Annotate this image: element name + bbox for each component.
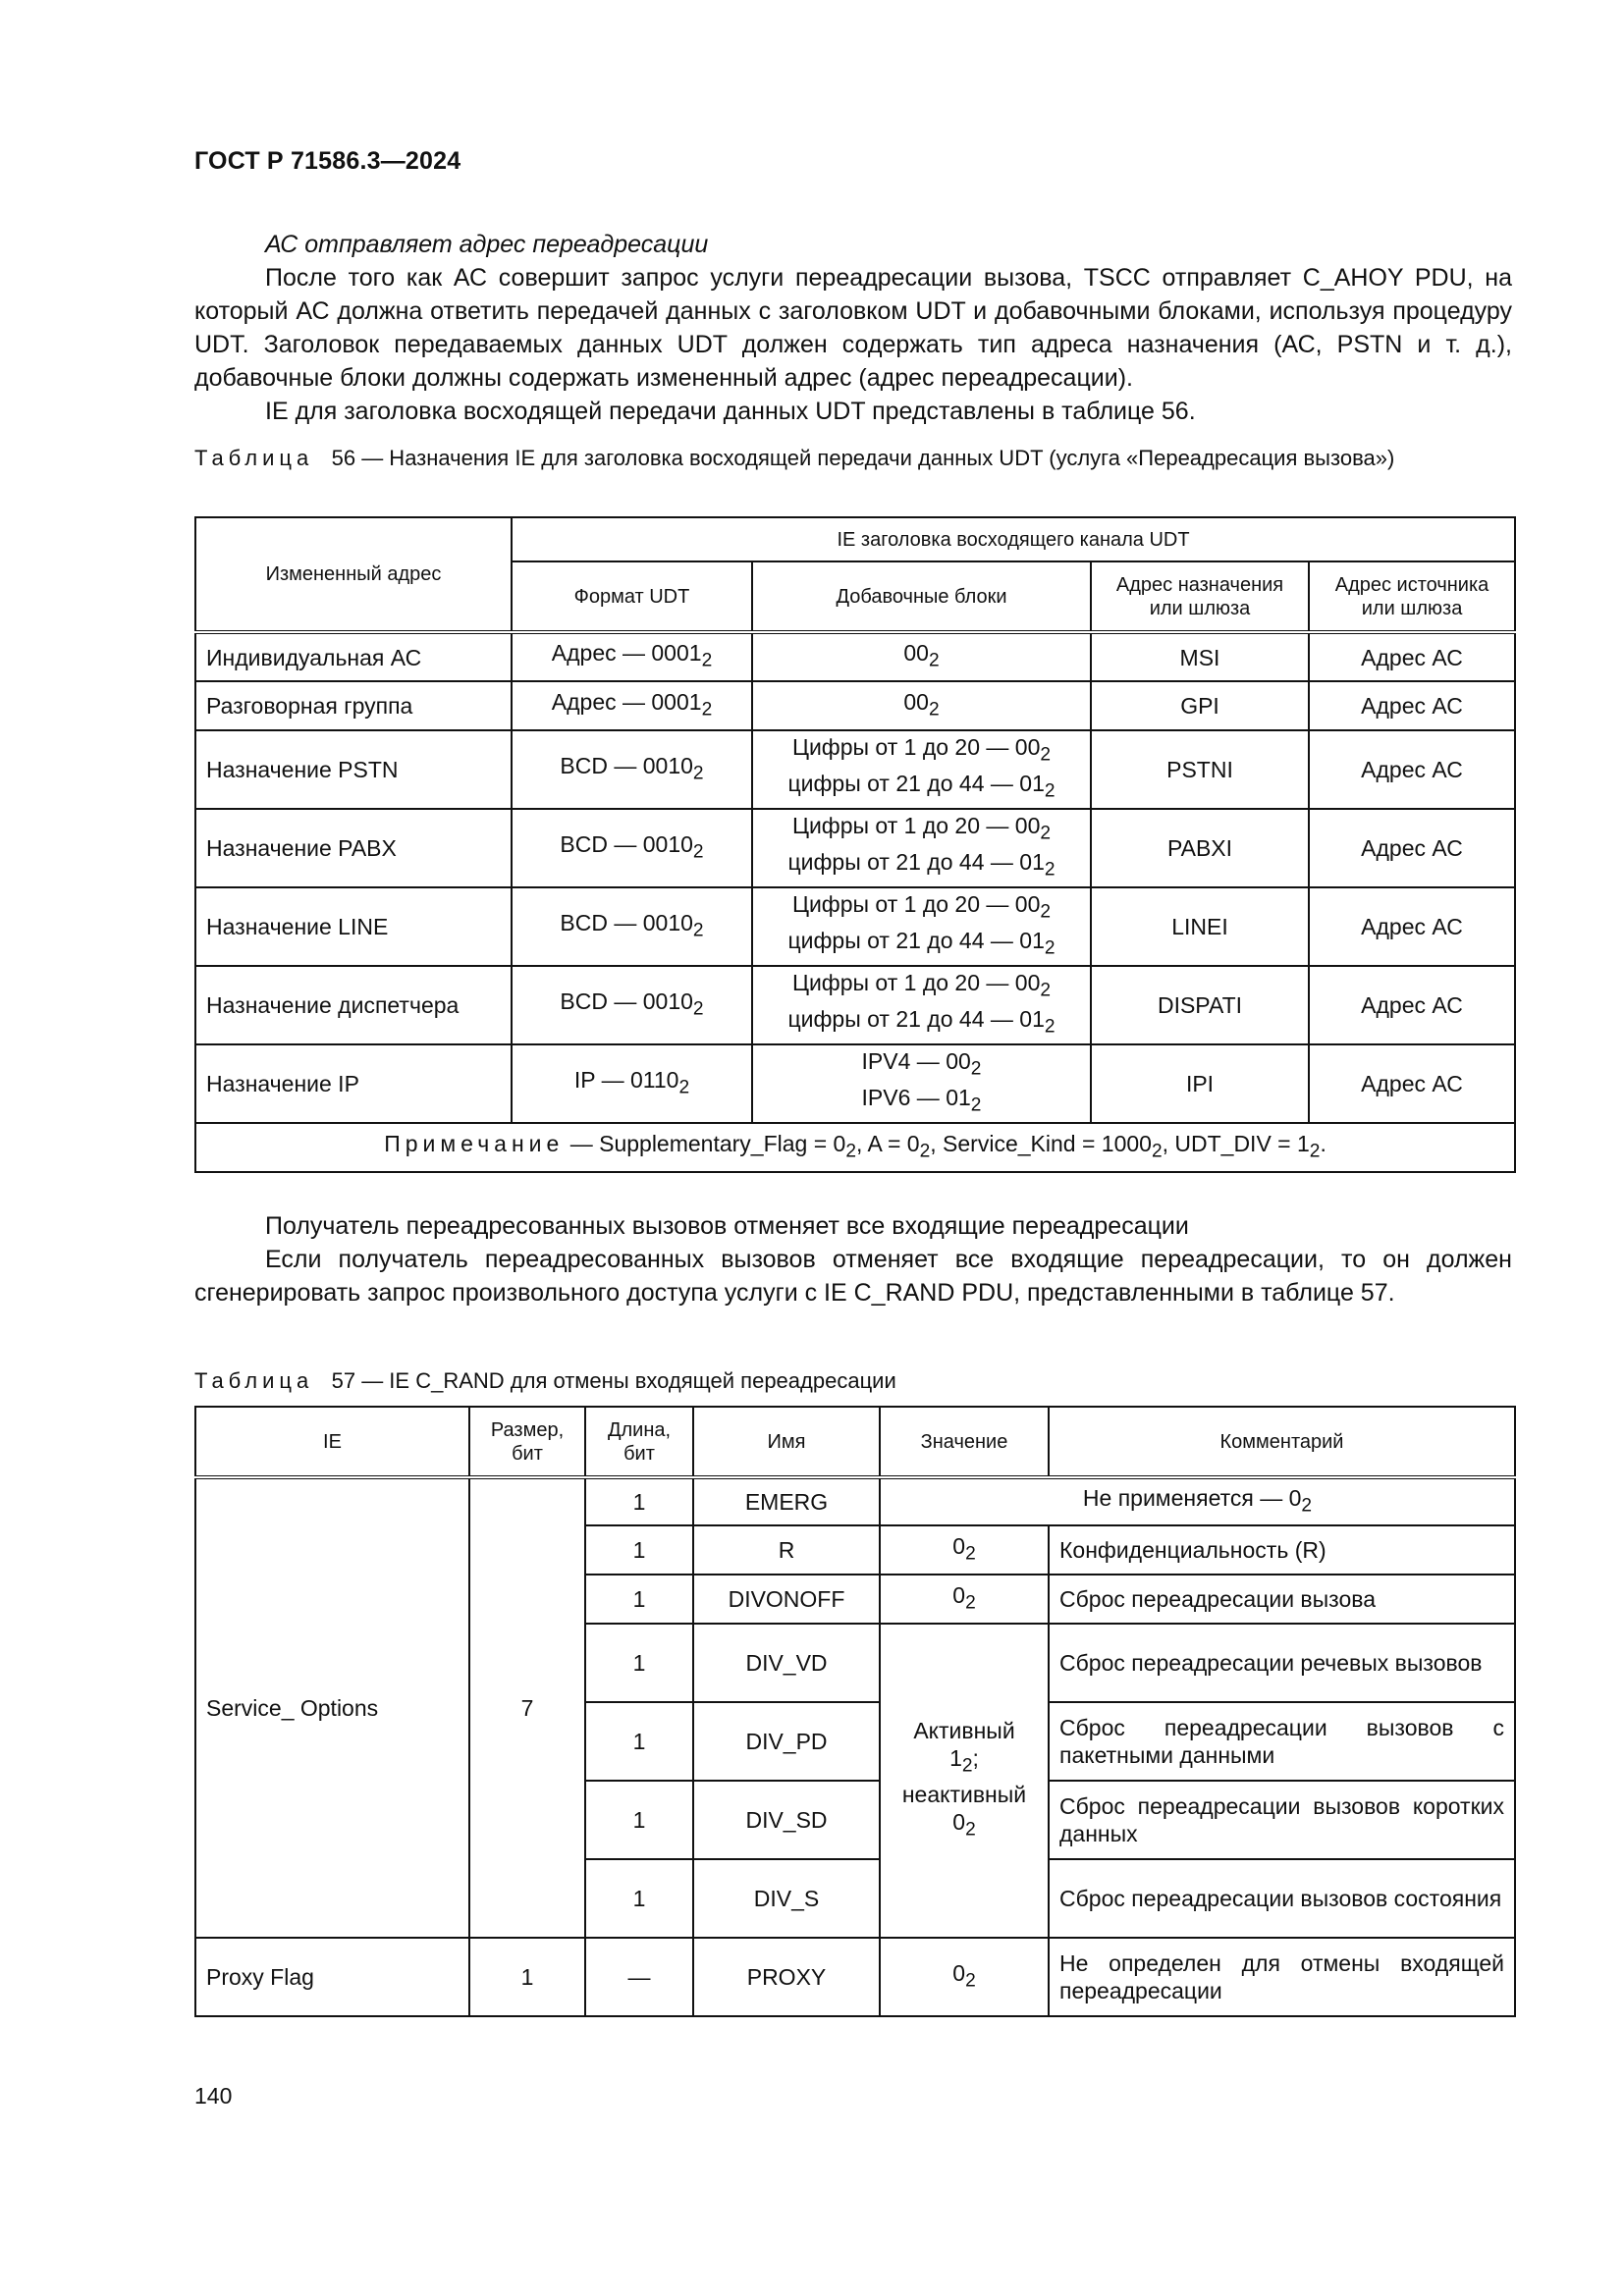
cell-size: 7 bbox=[469, 1477, 585, 1938]
table-row bbox=[195, 730, 1515, 809]
th-dest: Адрес назначения или шлюза bbox=[1091, 561, 1309, 632]
cell-comment: Сброс переадресации вызовов с пакетными данными bbox=[1049, 1702, 1515, 1781]
th-value: Значение bbox=[880, 1407, 1049, 1477]
cell-length: 1 bbox=[585, 1525, 693, 1575]
cell-name: R bbox=[693, 1525, 880, 1575]
cell-blocks: $00_2$ bbox=[752, 681, 1091, 730]
cell-blocks: Цифры от 1 до 20 — $00_2$ цифры от 21 до 44 — $01_2$ bbox=[752, 730, 1091, 809]
cell-name: DIVONOFF bbox=[693, 1575, 880, 1624]
cell-name: DIV_SD bbox=[693, 1781, 880, 1859]
caption-label: Таблица bbox=[194, 1368, 314, 1393]
cell-format: Адрес — $0001_2$ bbox=[512, 681, 752, 730]
cell-blocks: Цифры от 1 до 20 — $00_2$ цифры от 21 до 44 — $01_2$ bbox=[752, 887, 1091, 966]
table-row bbox=[195, 632, 1515, 681]
cell-blocks: IPV4 — $00_2$ IPV6 — $01_2$ bbox=[752, 1044, 1091, 1123]
table-header-row bbox=[195, 1407, 1515, 1477]
cell-blocks: Цифры от 1 до 20 — $00_2$ цифры от 21 до 44 — $01_2$ bbox=[752, 809, 1091, 887]
cell-length: 1 bbox=[585, 1781, 693, 1859]
cell-dest: MSI bbox=[1091, 632, 1309, 681]
cell-address: Разговорная группа bbox=[195, 681, 512, 730]
cell-dest: DISPATI bbox=[1091, 966, 1309, 1044]
section-divert-address bbox=[194, 228, 1512, 428]
table-row bbox=[195, 1938, 1515, 2016]
th-comment: Комментарий bbox=[1049, 1407, 1515, 1477]
cell-dest: GPI bbox=[1091, 681, 1309, 730]
cell-format: BCD — $0010_2$ bbox=[512, 966, 752, 1044]
paragraph: IE для заголовка восходящей передачи данных UDT представлены в таблице 56. bbox=[265, 398, 1196, 425]
document-header: ГОСТ Р 71586.3—2024 bbox=[194, 147, 461, 175]
cell-comment: Не применяется — $0_2$ bbox=[880, 1477, 1515, 1525]
th-changed-address: Измененный адрес bbox=[195, 517, 512, 632]
table-row bbox=[195, 809, 1515, 887]
cell-blocks: $00_2$ bbox=[752, 632, 1091, 681]
cell-comment: Не определен для отмены входящей переадресации bbox=[1049, 1938, 1515, 2016]
paragraph: После того как АС совершит запрос услуги переадресации вызова, TSCC отправляет C_AHOY PDU, на который АС должна ответить передачей данных с заголовком UDT и добавочными блоками, используя процедуру UDT. Заголовок передаваемых данных UDT должен содержать тип адреса назначения (АС, PSTN и т. д.), добавочные блоки должны содержать измененный адрес (адрес переадресации). bbox=[194, 264, 1512, 392]
th-ie: IE bbox=[195, 1407, 469, 1477]
cell-src: Адрес АС bbox=[1309, 730, 1515, 809]
cell-comment: Сброс переадресации вызовов состояния bbox=[1049, 1859, 1515, 1938]
table-row bbox=[195, 966, 1515, 1044]
cell-name: DIV_PD bbox=[693, 1702, 880, 1781]
table-row bbox=[195, 1477, 1515, 1525]
cell-name: EMERG bbox=[693, 1477, 880, 1525]
cell-address: Назначение LINE bbox=[195, 887, 512, 966]
table-row bbox=[195, 681, 1515, 730]
th-blocks: Добавочные блоки bbox=[752, 561, 1091, 632]
cell-length: 1 bbox=[585, 1575, 693, 1624]
th-size: Размер, бит bbox=[469, 1407, 585, 1477]
cell-comment: Сброс переадресации речевых вызовов bbox=[1049, 1624, 1515, 1702]
cell-name: PROXY bbox=[693, 1938, 880, 2016]
paragraph: Получатель переадресованных вызовов отменяет все входящие переадресации bbox=[265, 1212, 1189, 1240]
cell-format: BCD — $0010_2$ bbox=[512, 809, 752, 887]
cell-format: Адрес — $0001_2$ bbox=[512, 632, 752, 681]
table-row bbox=[195, 887, 1515, 966]
table57-caption bbox=[194, 1366, 1512, 1396]
cell-format: BCD — $0010_2$ bbox=[512, 887, 752, 966]
cell-dest: PSTNI bbox=[1091, 730, 1309, 809]
table-note: Примечание — Supplementary_Flag = $0_2$, $A = 0_2$, Service_Kind = $1000_2$, UDT_DIV = $1_2$. bbox=[195, 1123, 1515, 1172]
cell-address: Назначение PABX bbox=[195, 809, 512, 887]
table-header-row bbox=[195, 517, 1515, 561]
cell-dest: IPI bbox=[1091, 1044, 1309, 1123]
cell-src: Адрес АС bbox=[1309, 1044, 1515, 1123]
th-src: Адрес источника или шлюза bbox=[1309, 561, 1515, 632]
subheading-divert-address: АС отправляет адрес переадресации bbox=[265, 231, 709, 258]
page-number: 140 bbox=[194, 2083, 233, 2109]
table-note-row bbox=[195, 1123, 1515, 1172]
cell-comment: Сброс переадресации вызовов коротких данных bbox=[1049, 1781, 1515, 1859]
cell-src: Адрес АС bbox=[1309, 966, 1515, 1044]
note-label: Примечание bbox=[384, 1130, 565, 1156]
cell-comment: Конфиденциальность (R) bbox=[1049, 1525, 1515, 1575]
th-length: Длина, бит bbox=[585, 1407, 693, 1477]
cell-length: 1 bbox=[585, 1702, 693, 1781]
cell-name: DIV_VD bbox=[693, 1624, 880, 1702]
cell-value: $0_2$ bbox=[880, 1575, 1049, 1624]
cell-length: — bbox=[585, 1938, 693, 2016]
cell-value: $0_2$ bbox=[880, 1525, 1049, 1575]
cell-comment: Сброс переадресации вызова bbox=[1049, 1575, 1515, 1624]
cell-address: Назначение диспетчера bbox=[195, 966, 512, 1044]
cell-dest: PABXI bbox=[1091, 809, 1309, 887]
cell-src: Адрес АС bbox=[1309, 681, 1515, 730]
cell-name: DIV_S bbox=[693, 1859, 880, 1938]
cell-ie: Proxy Flag bbox=[195, 1938, 469, 2016]
cell-address: Назначение PSTN bbox=[195, 730, 512, 809]
cell-length: 1 bbox=[585, 1859, 693, 1938]
caption-label: Таблица bbox=[194, 446, 314, 470]
cell-format: BCD — $0010_2$ bbox=[512, 730, 752, 809]
cell-address: Индивидуальная АС bbox=[195, 632, 512, 681]
table56-caption bbox=[194, 444, 1512, 473]
section-cancel-divert bbox=[194, 1209, 1512, 1309]
cell-src: Адрес АС bbox=[1309, 887, 1515, 966]
cell-ie: Service_ Options bbox=[195, 1477, 469, 1938]
caption-text: 56 — Назначения IE для заголовка восходящей передачи данных UDT (услуга «Переадресация вызова») bbox=[331, 446, 1395, 470]
cell-value-merged: Активный $1_2$; неактивный $0_2$ bbox=[880, 1624, 1049, 1938]
cell-length: 1 bbox=[585, 1477, 693, 1525]
th-ie-group: IE заголовка восходящего канала UDT bbox=[512, 517, 1515, 561]
caption-text: 57 — IE C_RAND для отмены входящей переадресации bbox=[331, 1368, 896, 1393]
cell-size: 1 bbox=[469, 1938, 585, 2016]
cell-format: IP — $0110_2$ bbox=[512, 1044, 752, 1123]
cell-src: Адрес АС bbox=[1309, 809, 1515, 887]
table-57 bbox=[194, 1406, 1516, 2017]
cell-length: 1 bbox=[585, 1624, 693, 1702]
cell-dest: LINEI bbox=[1091, 887, 1309, 966]
table-56 bbox=[194, 516, 1516, 1173]
table-row bbox=[195, 1044, 1515, 1123]
cell-blocks: Цифры от 1 до 20 — $00_2$ цифры от 21 до 44 — $01_2$ bbox=[752, 966, 1091, 1044]
th-name: Имя bbox=[693, 1407, 880, 1477]
th-format: Формат UDT bbox=[512, 561, 752, 632]
cell-address: Назначение IP bbox=[195, 1044, 512, 1123]
paragraph: Если получатель переадресованных вызовов отменяет все входящие переадресации, то он должен сгенерировать запрос произвольного доступа услуги с IE C_RAND PDU, представленными в таблице 57. bbox=[194, 1246, 1512, 1307]
cell-src: Адрес АС bbox=[1309, 632, 1515, 681]
cell-value: $0_2$ bbox=[880, 1938, 1049, 2016]
